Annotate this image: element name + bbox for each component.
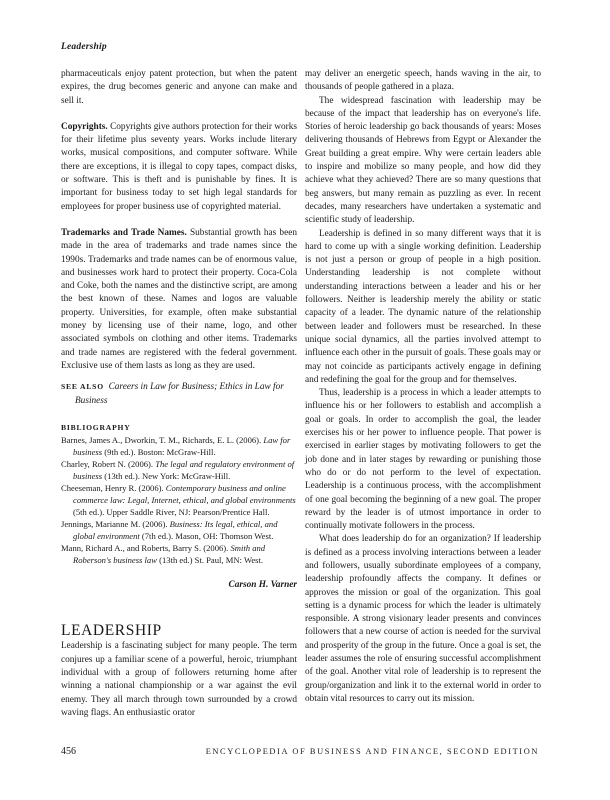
right-paragraph: The widespread fascination with leadership may be because of the impact that leadership has on everyone's life. Stories of heroic leadership go back thousands of years: Moses delivering thousands of Hebrews from Egypt or Alexander the Great building a great empire. Why were certain leaders able to inspire and mobilize so many people, and how did they achieve what they achieved? There are so many questions that beg answers, but many remain as puzzling as ever. In recent decades, many researchers have undertaken a systematic and scientific study of leadership. bbox=[305, 95, 541, 226]
bib-publisher: (9th ed.). Boston: McGraw-Hill. bbox=[102, 447, 216, 458]
bib-title: The legal and regulatory environment of business bbox=[73, 459, 295, 482]
bib-publisher: (13th ed.) St. Paul, MN: West. bbox=[156, 555, 264, 566]
right-paragraph: What does leadership do for an organization? If leadership is defined as a process involving interactions between a leader and followers, usually subordinate employees of a company, leadership profoundly affects the company. It defines or approves the mission or goal of the organization. This goal setting is a dynamic process for which the leader is ultimately responsible. A strong visionary leader presents and convinces followers that a new course of action is needed for the survival and prosperity of the group in the future. Once a goal is set, the leader assumes the role of ensuring successful accomplishment of the goal. Another vital role of leadership is to represent the group/organization and link it to the external world in order to obtain vital resources to carry out its mission. bbox=[305, 534, 541, 704]
bibliography-entry bbox=[61, 434, 297, 458]
bibliography-entry bbox=[61, 458, 297, 482]
left-column bbox=[61, 68, 297, 720]
copyrights-heading: Copyrights. bbox=[61, 121, 108, 132]
bibliography-entry bbox=[61, 542, 297, 566]
bib-publisher: (5th ed.). Upper Saddle River, NJ: Pearson/Prentice Hall. bbox=[73, 507, 270, 518]
right-paragraph: may deliver an energetic speech, hands waving in the air, to thousands of people gathered in a plaza. bbox=[305, 69, 541, 93]
right-paragraph: Thus, leadership is a process in which a leader attempts to influence his or her followers to establish and accomplish a goal or goals. In order to accomplish the goal, the leader exercises his or her power to influence people. That power is exercised in earlier stages by motivating followers to get the job done and in later stages by rewarding or punishing those who do or do not perform to the level of expectation. Leadership is a continuous process, with the accomplishment of one goal becoming the beginning of a new goal. The proper reward by the leader is of utmost importance in order to continually motivate followers in the process. bbox=[305, 388, 541, 532]
page-number: 456 bbox=[61, 746, 76, 757]
trademarks-text: Substantial growth has been made in the area of trademarks and trade names since the 1990s. Trademarks and trade names can be of enormous value, and businesses work hard to protect their property. Coca-Cola and Coke, both the names and the distinctive script, are among the best known of these. Names and logos are valuable property. Universities, for example, often make substantial money by licensing use of their name, logo, and other associated symbols on clothing and other items. Trademarks and trade names are registered with the federal government. Exclusive use of them lasts as long as they are used. bbox=[61, 227, 297, 371]
trademarks-paragraph bbox=[61, 227, 297, 373]
see-also-label: SEE ALSO bbox=[61, 382, 104, 392]
bib-author-year: Charley, Robert N. (2006). bbox=[61, 459, 156, 470]
running-head: Leadership bbox=[61, 42, 107, 52]
section-intro: Leadership is a fascinating subject for many people. The term conjures up a familiar scene of a powerful, heroic, triumphant individual with a group of followers returning home after winning a national championship or a war against the evil enemy. They all march through town surrounded by a crowd waving flags. An enthusiastic orator bbox=[61, 641, 297, 718]
bib-author-year: Mann, Richard A., and Roberts, Barry S. (2006). bbox=[61, 543, 231, 554]
bib-publisher: (7th ed.). Mason, OH: Thomson West. bbox=[139, 531, 274, 542]
copyrights-paragraph bbox=[61, 121, 297, 214]
section-title: LEADERSHIP bbox=[61, 622, 162, 640]
bibliography-heading: BIBLIOGRAPHY bbox=[61, 422, 131, 432]
publication-title: ENCYCLOPEDIA OF BUSINESS AND FINANCE, SECOND EDITION bbox=[205, 747, 539, 756]
bib-title: Smith and Roberson's business law bbox=[73, 543, 266, 566]
right-column bbox=[305, 68, 541, 706]
bib-title: Law for business bbox=[73, 435, 291, 458]
see-also bbox=[61, 380, 297, 408]
bib-author-year: Cheeseman, Henry R. (2006). bbox=[61, 483, 166, 494]
bib-author-year: Jennings, Marianne M. (2006). bbox=[61, 519, 170, 530]
see-also-links: Careers in Law for Business; Ethics in Law for Business bbox=[75, 382, 284, 406]
article-author: Carson H. Varner bbox=[228, 580, 297, 591]
bibliography-entry bbox=[61, 482, 297, 518]
right-paragraph: Leadership is defined in so many different ways that it is hard to come up with a single working definition. Leadership is not just a person or group of people in a high position. Understanding leadership is not complete without understanding interactions between a leader and his or her followers. Neither is leadership merely the ability or static capacity of a leader. The dynamic nature of the relationship between leader and followers must be researched. In these unique social dynamics, all the parties involved attempt to influence each other in the pursuit of goals. These goals may or may not coincide as participants actively engage in defining and redefining the goal for the group and for themselves. bbox=[305, 228, 541, 385]
bib-publisher: (13th ed.). New York: McGraw-Hill. bbox=[102, 471, 231, 482]
bib-title: Contemporary business and online commerce law: Legal, Internet, ethical, and global environments bbox=[73, 483, 296, 506]
bib-title: Business: Its legal, ethical, and global environment bbox=[73, 519, 278, 542]
trademarks-heading: Trademarks and Trade Names. bbox=[61, 227, 187, 238]
bibliography-list bbox=[61, 434, 297, 566]
bib-author-year: Barnes, James A., Dworkin, T. M., Richards, E. L. (2006). bbox=[61, 435, 264, 446]
intro-paragraph: pharmaceuticals enjoy patent protection, but when the patent expires, the drug becomes generic and anyone can make and sell it. bbox=[61, 69, 297, 106]
bibliography-entry bbox=[61, 518, 297, 542]
copyrights-text: Copyrights give authors protection for their works for their lifetime plus seventy years. Works include literary works, musical compositions, and computer software. While there are exceptions, it is illegal to copy tapes, compact disks, or software. This is theft and is punishable by fines. It is important for business today to set high legal standards for employees for proper business use of copyrighted material. bbox=[61, 121, 298, 212]
